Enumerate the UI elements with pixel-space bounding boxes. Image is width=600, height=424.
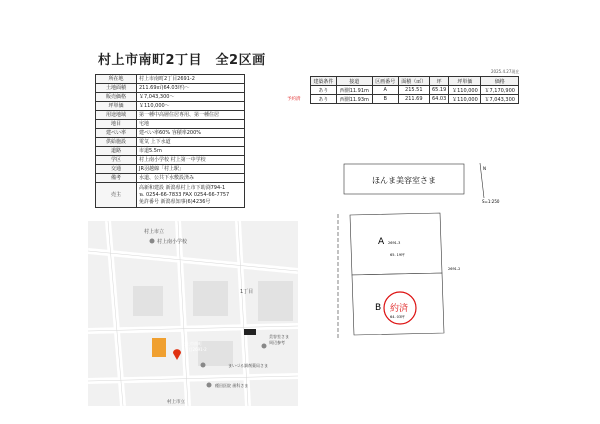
info-row: [96, 75, 245, 84]
info-row: [96, 156, 245, 165]
lot-cell: 211.69: [398, 95, 429, 104]
info-label: 坪単価: [96, 102, 137, 111]
lots-header: 建築条件: [311, 77, 337, 86]
info-row: [96, 93, 245, 102]
lot-cell: ￥7,170,900: [481, 86, 519, 95]
lot-a-area: 65. 19坪: [390, 253, 405, 257]
map-label-shop3: まいづる調剤薬局さま: [228, 363, 268, 368]
info-label: 道路: [96, 147, 137, 156]
lots-header: 面積（㎡）: [398, 77, 429, 86]
info-row: [96, 84, 245, 93]
lot-cell: B: [372, 95, 398, 104]
info-row: [96, 138, 245, 147]
lot-a-label: A: [378, 237, 385, 247]
info-value-line: 村上市南町2丁目2691-2: [139, 75, 195, 82]
info-row: [96, 165, 245, 174]
lots-header: 区画番号: [372, 77, 398, 86]
info-value: [137, 75, 245, 84]
info-value-line: 水道、公共下水敷設済み: [139, 174, 195, 181]
lots-header: 坪単価: [449, 77, 481, 86]
info-value-line: 建ぺい率60% 容積率200%: [139, 129, 201, 136]
lot-cell: A: [372, 86, 398, 95]
lots-header: 接道: [336, 77, 372, 86]
info-value-line: ℡ 0254-66-7833 FAX 0254-66-7757: [139, 191, 230, 198]
info-value: [137, 102, 245, 111]
lot-a-number: 2691-3: [388, 241, 401, 245]
info-label: 交通: [96, 165, 137, 174]
lot-cell: ￥7,043,300: [481, 95, 519, 104]
lot-row: [311, 95, 519, 104]
info-value: [137, 111, 245, 120]
info-label: 販売価格: [96, 93, 137, 102]
info-row: [96, 147, 245, 156]
lots-table: [310, 76, 519, 104]
lot-b-label: B: [375, 303, 382, 313]
map-label-place5: 種田医院 歯科さま: [215, 383, 249, 388]
info-row: [96, 102, 245, 111]
info-label: 学区: [96, 156, 137, 165]
lot-cell: 64.03: [429, 95, 448, 104]
info-label: 備考: [96, 174, 137, 183]
property-info-table: [95, 74, 245, 208]
info-label: 供給施設: [96, 138, 137, 147]
map-label-school: 村上南小学校: [157, 239, 188, 245]
info-value-line: 宅地: [139, 120, 150, 127]
info-value-line: ￥110,000～: [139, 102, 170, 109]
info-value: [137, 183, 245, 208]
info-row: [96, 129, 245, 138]
scale-label: S=1:250: [482, 199, 500, 204]
info-label: 地目: [96, 120, 137, 129]
info-value: [137, 129, 245, 138]
lot-b-number: 2691-2: [448, 267, 461, 271]
info-value-line: 免許番号 新潟県知事(6)4236号: [139, 198, 211, 205]
info-value: [137, 120, 245, 129]
page-title: 村上市南町2丁目 全2区画: [98, 53, 266, 68]
info-label: 建ぺい率: [96, 129, 137, 138]
info-value-line: 電気 上下水道: [139, 138, 171, 145]
reserved-label: 予約済: [287, 97, 301, 102]
info-label: 土地面積: [96, 84, 137, 93]
map-label-shop2: 周辺参考: [269, 340, 285, 345]
map-label-city-office: 村上市立: [144, 229, 165, 235]
lot-cell: あり: [311, 86, 337, 95]
map-label-chome: 1丁目: [240, 289, 254, 295]
info-value: [137, 174, 245, 183]
lot-cell: 西側11.91m: [336, 86, 372, 95]
info-value: [137, 147, 245, 156]
info-value: [137, 93, 245, 102]
north-mark: N: [483, 166, 486, 171]
info-label: 用途地域: [96, 111, 137, 120]
info-value: [137, 138, 245, 147]
lot-cell: あり: [311, 95, 337, 104]
lot-cell: ￥110,000: [449, 95, 481, 104]
info-row: [96, 174, 245, 183]
lots-header: 価格: [481, 77, 519, 86]
map-site-line2: 2丁目2691-2: [182, 347, 207, 352]
neighbor-label: ほんま美容室さま: [372, 176, 436, 185]
info-value-line: JR羽越線「村上駅」: [139, 165, 184, 172]
lot-cell: ￥110,000: [449, 86, 481, 95]
lot-row: [311, 86, 519, 95]
lot-plan: [320, 158, 500, 388]
info-value-line: 村上南小学校 村上第一中学校: [139, 156, 206, 163]
map-site-line1: 村上市南町: [182, 341, 202, 346]
map-label-shop1: 美容室さま: [269, 334, 289, 339]
area-map: [88, 221, 298, 406]
info-value-line: 第一種中高層住居専用、第一種住居: [139, 111, 220, 118]
lot-cell: 215.51: [398, 86, 429, 95]
info-value-line: ￥7,043,300～: [139, 93, 175, 100]
info-label: 売主: [96, 183, 137, 208]
stamp-text: 約済: [390, 304, 409, 314]
info-value-line: 高新和建設 新潟県村上市下助渕794-1: [139, 184, 226, 191]
info-row: [96, 183, 245, 208]
map-label-place4: 村上市立: [167, 400, 185, 405]
info-label: 所在地: [96, 75, 137, 84]
info-value-line: 211.69㎡(64.03坪)～: [139, 84, 190, 91]
lot-cell: 65.19: [429, 86, 448, 95]
info-value: [137, 84, 245, 93]
info-value-line: 市道5.5m: [139, 147, 162, 154]
as-of-date: 2025.4.27現在: [491, 69, 520, 74]
info-value: [137, 165, 245, 174]
lot-cell: 西側11.93m: [336, 95, 372, 104]
info-row: [96, 120, 245, 129]
info-row: [96, 111, 245, 120]
lot-b-area: 64. 03坪: [390, 315, 405, 319]
info-value: [137, 156, 245, 165]
lots-header: 坪: [429, 77, 448, 86]
